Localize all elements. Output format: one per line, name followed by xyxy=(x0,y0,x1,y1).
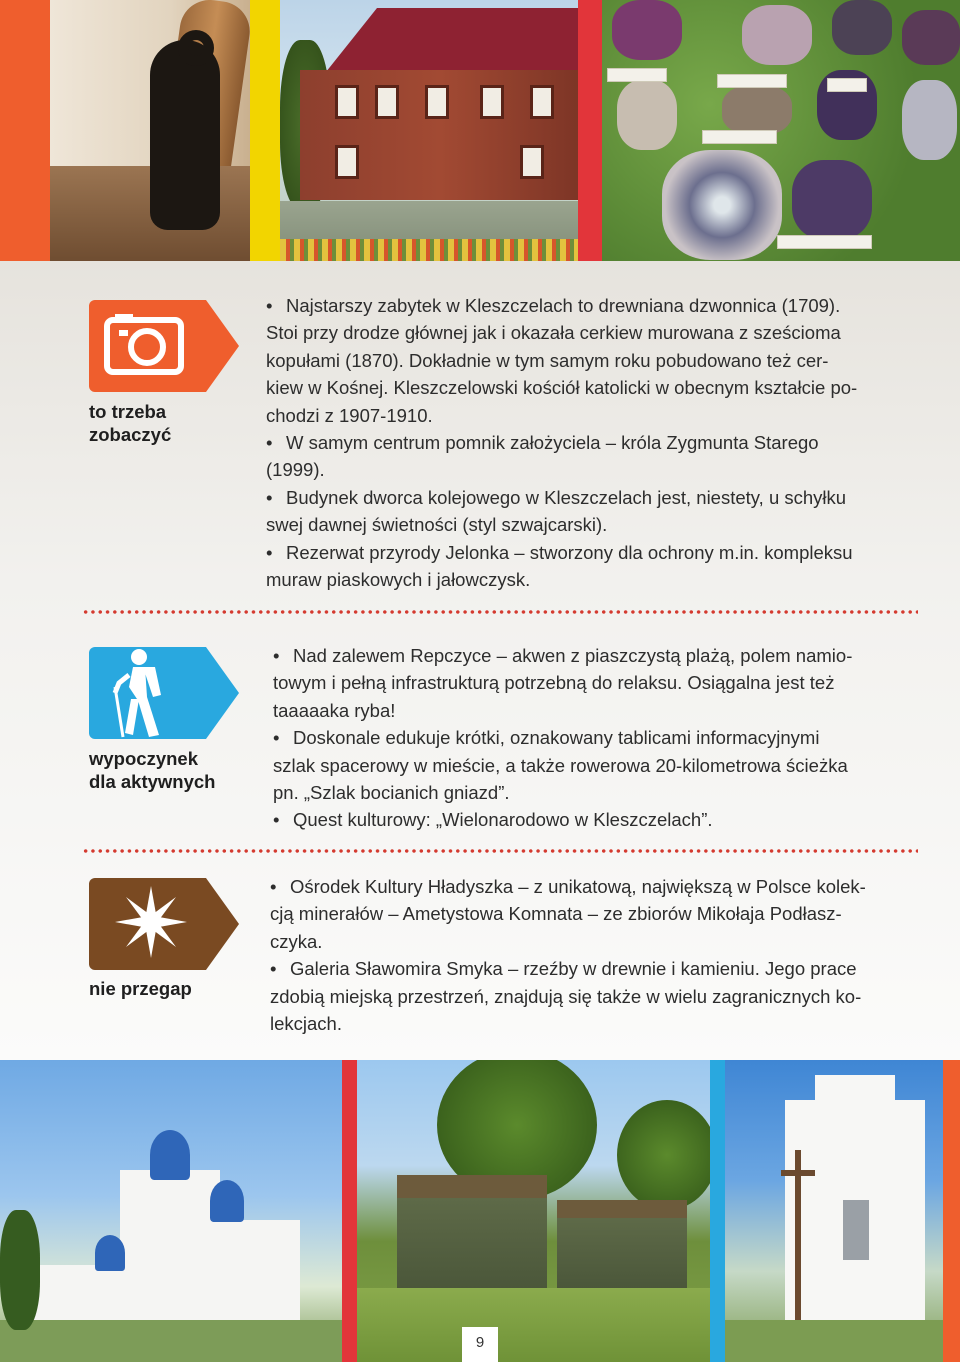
badge-dont-miss xyxy=(89,878,239,970)
section-text-to-see xyxy=(266,292,876,593)
photo-railway-station xyxy=(280,0,578,261)
list-item: • Quest kulturowy: „Wielonarodowo w Kleszczelach”. xyxy=(273,809,713,831)
hiker-icon xyxy=(89,647,239,739)
text-line: kopułami (1870). Dokładnie w tym samym roku pobudowano też cer- xyxy=(266,349,829,371)
list-item: • Nad zalewem Repczyce – akwen z piaszczystą plażą, polem namio- xyxy=(273,645,853,666)
top-photo-band xyxy=(0,0,960,261)
section-label-dont-miss: nie przegap xyxy=(89,978,192,999)
color-strip-yellow xyxy=(250,0,280,261)
section-label-active-leisure: wypoczynek dla aktywnych xyxy=(89,748,216,792)
text-line: muraw piaskowych i jałowczysk. xyxy=(266,569,531,591)
section-text-dont-miss xyxy=(270,873,876,1037)
bottom-photo-band xyxy=(0,1060,960,1362)
text-line: kiew w Kośnej. Kleszczelowski kościół katolicki w obecnym kształcie po- xyxy=(266,377,858,399)
list-item: • Galeria Sławomira Smyka – rzeźby w drewnie i kamieniu. Jego prace xyxy=(270,958,857,980)
color-strip-blue xyxy=(710,1060,725,1362)
list-item: • Ośrodek Kultury Hładyszka – z unikatową, największą w Polsce kolek- xyxy=(270,876,866,897)
text-line: (1999). xyxy=(266,459,325,481)
photo-wooden-houses xyxy=(357,1060,710,1362)
dotted-divider xyxy=(82,610,918,614)
photo-white-church xyxy=(725,1060,943,1362)
text-line: towym i pełną infrastrukturą potrzebną do relaksu. Osiągalna jest też xyxy=(273,672,835,694)
photo-minerals-collection xyxy=(602,0,960,261)
text-line: Stoi przy drodze głównej jak i okazała cerkiew murowana z sześcioma xyxy=(266,322,841,344)
badge-to-see xyxy=(89,300,239,392)
page-number: 9 xyxy=(462,1327,498,1362)
color-strip-red xyxy=(578,0,602,261)
list-item: • Rezerwat przyrody Jelonka – stworzony dla ochrony m.in. kompleksu xyxy=(266,541,853,563)
photo-orthodox-church xyxy=(0,1060,342,1362)
text-line: lekcjach. xyxy=(270,1013,342,1035)
text-line: czyka. xyxy=(270,930,323,952)
text-line: szlak spacerowy w mieście, a także rowerowa 20-kilometrowa ścieżka xyxy=(273,754,848,776)
text-line: zdobią miejską przestrzeń, znajdują się także w wielu zagranicznych ko- xyxy=(270,985,862,1007)
color-strip-orange xyxy=(0,0,50,261)
camera-icon xyxy=(89,300,239,392)
text-line: cją minerałów – Ametystowa Komnata – ze zbiorów Mikołaja Podłasz- xyxy=(270,903,842,925)
list-item: • Najstarszy zabytek w Kleszczelach to drewniana dzwonnica (1709). xyxy=(266,295,841,316)
text-line: chodzi z 1907-1910. xyxy=(266,404,433,426)
photo-wooden-sculpture xyxy=(50,0,250,261)
text-line: pn. „Szlak bocianich gniazd”. xyxy=(273,782,510,804)
text-line: swej dawnej świetności (styl szwajcarski). xyxy=(266,514,608,536)
badge-active-leisure xyxy=(89,647,239,739)
color-strip-orange xyxy=(943,1060,960,1362)
dotted-divider xyxy=(82,849,918,853)
section-label-to-see: to trzeba zobaczyć xyxy=(89,401,172,445)
star-burst-icon xyxy=(89,878,239,970)
list-item: • Doskonale edukuje krótki, oznakowany tablicami informacyjnymi xyxy=(273,727,820,749)
section-text-active-leisure xyxy=(273,642,876,834)
text-line: taaaaaka ryba! xyxy=(273,699,396,721)
list-item: • W samym centrum pomnik założyciela – króla Zygmunta Starego xyxy=(266,432,819,454)
color-strip-red xyxy=(342,1060,357,1362)
list-item: • Budynek dworca kolejowego w Kleszczelach jest, niestety, u schyłku xyxy=(266,486,847,508)
